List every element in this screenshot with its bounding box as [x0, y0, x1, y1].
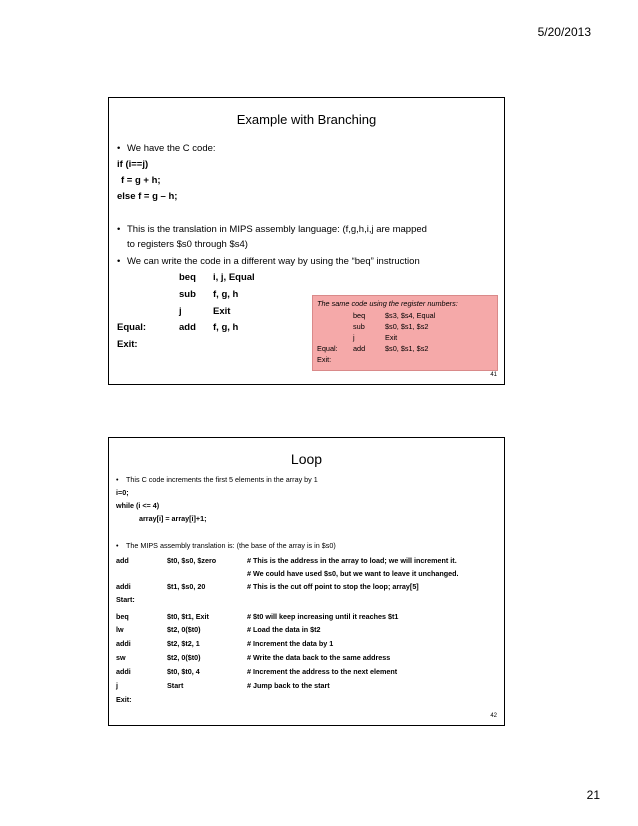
callout-args: $s0, $s1, $s2	[385, 322, 429, 331]
code-line: else f = g – h;	[117, 191, 178, 202]
asm-args: f, g, h	[213, 322, 239, 333]
asm-comment: # Write the data back to the same address	[247, 653, 391, 662]
document-date: 5/20/2013	[537, 25, 591, 39]
asm-args: f, g, h	[213, 289, 239, 300]
callout-args: $s0, $s1, $s2	[385, 344, 429, 353]
asm-op: j	[179, 306, 182, 317]
code-line: if (i==j)	[117, 159, 149, 170]
bullet-c-code: • This C code increments the first 5 elements in the array by 1	[116, 475, 318, 484]
asm-comment: # This is the address in the array to load; we will increment it.	[247, 556, 457, 565]
slide-number: 42	[490, 713, 497, 719]
page-number: 21	[586, 788, 600, 802]
slide-number: 41	[490, 372, 497, 378]
register-callout	[312, 295, 498, 371]
asm-op: addi	[116, 667, 131, 676]
code-line: f = g + h;	[121, 175, 161, 186]
code-line: i=0;	[116, 488, 129, 497]
bullet-c-code: • We have the C code:	[117, 143, 216, 154]
asm-op: add	[179, 322, 196, 333]
asm-comment: # Increment the address to the next element	[247, 667, 398, 676]
callout-args: Exit	[385, 333, 398, 342]
asm-comment: # Load the data in $t2	[247, 625, 321, 634]
slide-42	[108, 437, 505, 726]
callout-label: Equal:	[317, 344, 338, 353]
asm-op: addi	[116, 582, 131, 591]
bullet-translation: • The MIPS assembly translation is: (the base of the array is in $s0)	[116, 541, 336, 550]
callout-op: add	[353, 344, 366, 353]
bullet-translation-cont: to registers $s0 through $s4)	[127, 239, 248, 250]
asm-args: $t0, $s0, $zero	[167, 556, 217, 565]
slide-title: Example with Branching	[236, 112, 377, 127]
asm-op: beq	[179, 272, 196, 283]
asm-args: $t2, 0($t0)	[167, 625, 201, 634]
asm-comment: # Increment the data by 1	[247, 639, 334, 648]
callout-caption: The same code using the register numbers:	[317, 299, 458, 308]
asm-op: sw	[116, 653, 126, 662]
asm-args: Exit	[213, 306, 231, 317]
callout-op: j	[353, 333, 355, 342]
callout-label: Exit:	[317, 355, 332, 364]
callout-op: beq	[353, 311, 366, 320]
asm-label: Exit:	[116, 695, 132, 704]
asm-args: $t1, $s0, 20	[167, 582, 206, 591]
callout-args: $s3, $s4, Equal	[385, 311, 436, 320]
asm-comment: # $t0 will keep increasing until it reaches $t1	[247, 612, 399, 621]
asm-args: i, j, Equal	[213, 272, 255, 283]
asm-op: add	[116, 556, 129, 565]
asm-label: Exit:	[117, 339, 138, 350]
asm-args: $t2, 0($t0)	[167, 653, 201, 662]
asm-args: Start	[167, 681, 184, 690]
asm-args: $t0, $t1, Exit	[167, 612, 209, 621]
callout-op: sub	[353, 322, 365, 331]
asm-comment: # This is the cut off point to stop the loop; array[5]	[247, 582, 419, 591]
asm-op: beq	[116, 612, 129, 621]
slide-41	[108, 97, 505, 385]
asm-label: Start:	[116, 595, 135, 604]
code-line: array[i] = array[i]+1;	[139, 514, 207, 523]
slide-title: Loop	[290, 451, 323, 467]
asm-comment: # Jump back to the start	[247, 681, 330, 690]
asm-comment: # We could have used $s0, but we want to leave it unchanged.	[247, 569, 459, 578]
asm-args: $t0, $t0, 4	[167, 667, 200, 676]
asm-op: j	[116, 681, 118, 690]
bullet-translation: • This is the translation in MIPS assembly language: (f,g,h,i,j are mapped	[117, 224, 427, 235]
asm-label: Equal:	[117, 322, 147, 333]
asm-op: sub	[179, 289, 196, 300]
asm-op: addi	[116, 639, 131, 648]
bullet-beq: • We can write the code in a different way by using the “beq” instruction	[117, 256, 420, 267]
asm-args: $t2, $t2, 1	[167, 639, 200, 648]
code-line: while (i <= 4)	[116, 501, 160, 510]
asm-op: lw	[116, 625, 124, 634]
